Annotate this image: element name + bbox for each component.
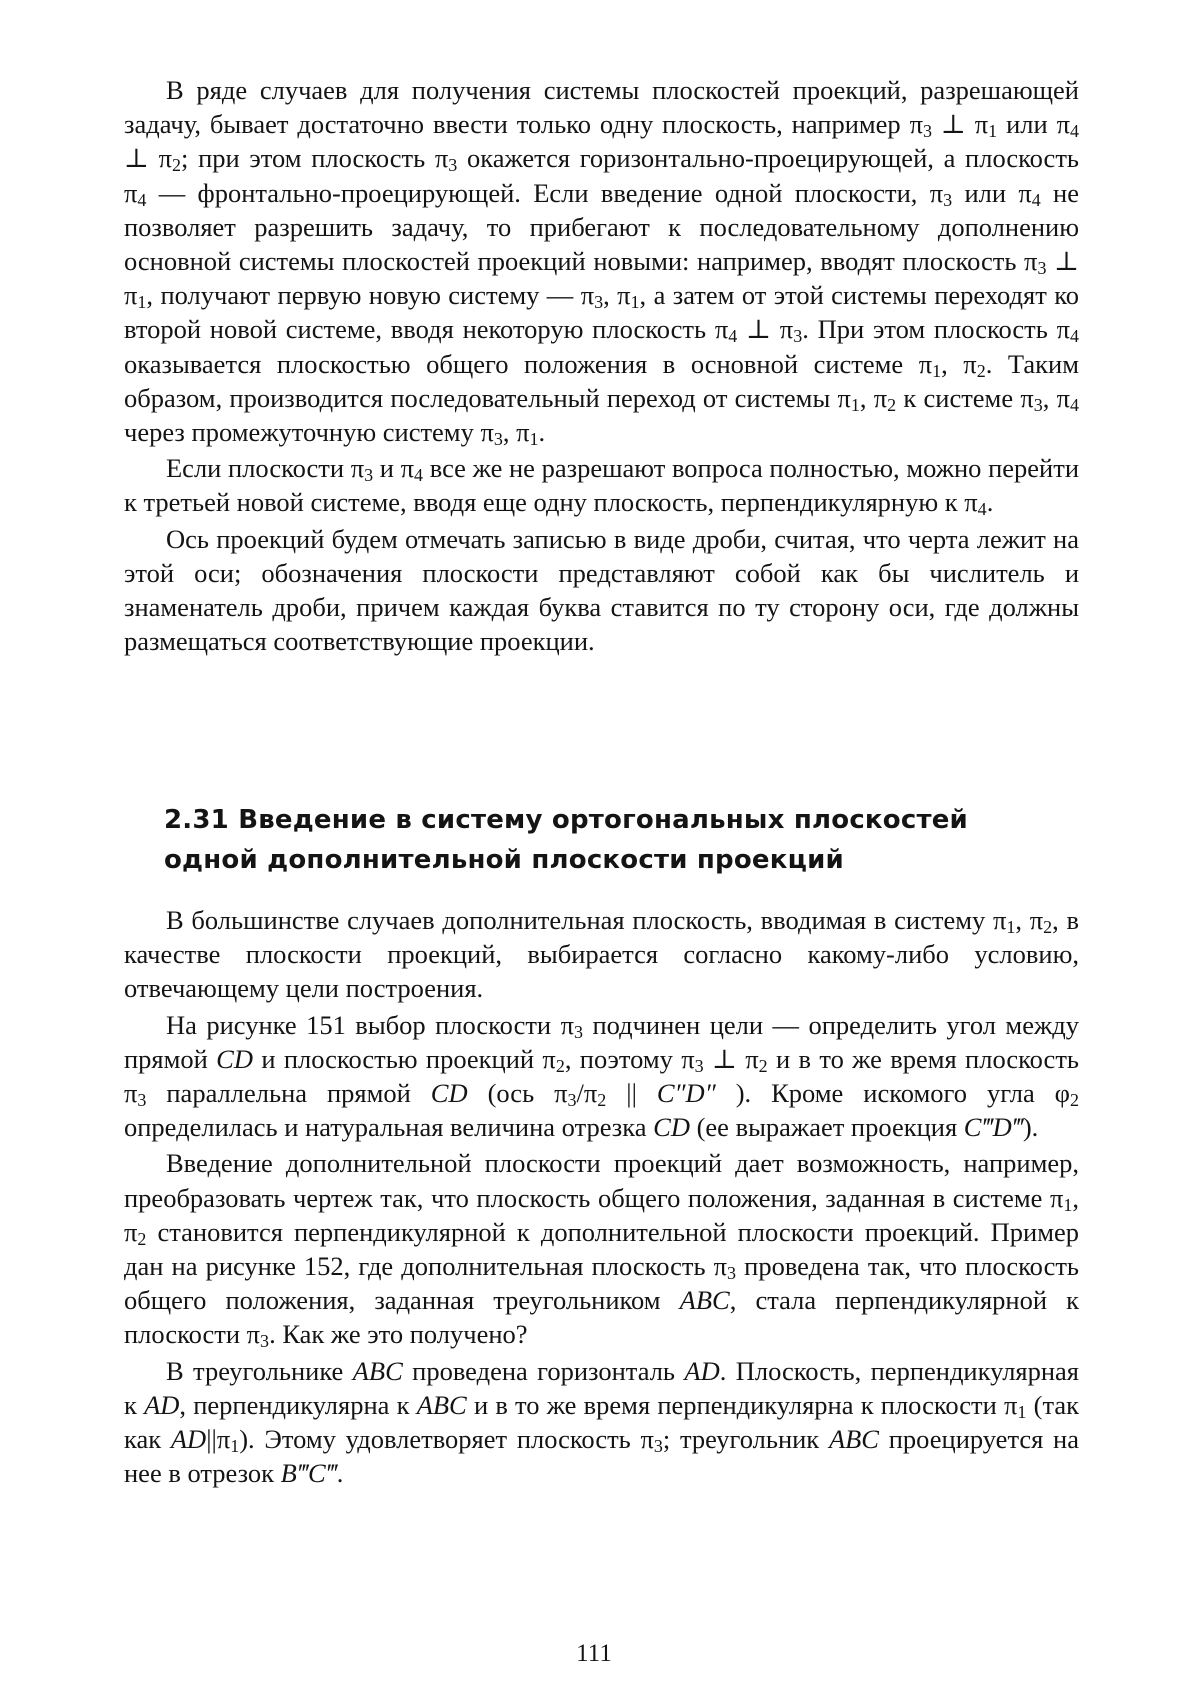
paragraph: На рисунке 151 выбор плоскости $\pi_3$ подчинен цели — определить угол между прямой CD и плоскостью проекций $\pi_2$, поэтому $\pi_3$ ⊥ $\pi_2$ и в то же время плоскость $\pi_3$ параллельна прямой CD (ось $\pi_3/\pi_2$ || C″D″ ). Кроме искомого угла $\varphi_2$ определилась и натуральная величина отрезка CD (ее выражает проекция C‴D‴). bbox=[124, 1009, 1079, 1143]
paragraph: В ряде случаев для получения системы плоскостей проекций, разрешающей задачу, бывает достаточно ввести только одну плоскость, например $\pi_3$ ⊥ $\pi_1$ или $\pi_4$ ⊥ $\pi_2$; при этом плоскость $\pi_3$ окажется горизонтально-проецирующей, а плоскость $\pi_4$ — фронтально-проецирующей. Если введение одной плоскости, $\pi_3$ или $\pi_4$ не позволяет разрешить задачу, то прибегают к последовательному дополнению основной системы плоскостей проекций новыми: например, вводят плоскость $\pi_3$ ⊥ $\pi_1$, получают первую новую систему — $\pi_3$, $\pi_1$, а затем от этой системы переходят ко второй новой системе, вводя некоторую плоскость $\pi_4$ ⊥ $\pi_3$. При этом плоскость $\pi_4$ оказывается плоскостью общего положения в основной системе $\pi_1$, $\pi_2$. Таким образом, производится последовательный переход от системы $\pi_1$, $\pi_2$ к системе $\pi_3$, $\pi_4$ через промежуточную систему $\pi_3$, $\pi_1$. bbox=[124, 75, 1080, 449]
section-2-text bbox=[124, 903, 1079, 1492]
page-number: 111 bbox=[576, 1640, 612, 1667]
section-heading-line-2: одной дополнительной плоскости проекций bbox=[164, 845, 844, 875]
section-heading-line-1: 2.31 Введение в систему ортогональных плоскостей bbox=[164, 805, 968, 835]
paragraph: В большинстве случаев дополнительная плоскость, вводимая в систему $\pi_1$, $\pi_2$, в качестве плоскости проекций, выбирается согласно какому-либо условию, отвечающему цели построения. bbox=[124, 905, 1079, 1004]
paragraph: Если плоскости $\pi_3$ и $\pi_4$ все же не разрешают вопроса полностью, можно перейти к третьей новой системе, вводя еще одну плоскость, перпендикулярную к $\pi_4$. bbox=[124, 453, 1080, 520]
paragraph: Ось проекций будем отмечать записью в виде дроби, считая, что черта лежит на этой оси; обозначения плоскости представляют собой как бы числитель и знаменатель дроби, причем каждая буква ставится по ту сторону оси, где должны размещаться соответствующие проекции. bbox=[124, 523, 1079, 657]
section-1-text bbox=[124, 73, 1079, 660]
paragraph: В треугольнике ABC проведена горизонталь AD. Плоскость, перпендикулярная к AD, перпендикулярна к ABC и в то же время перпендикулярна к плоскости $\pi_1$ (так как $AD||\pi_1$). Этому удовлетворяет плоскость $\pi_3$; треугольник ABC проецируется на нее в отрезок B‴C‴. bbox=[124, 1355, 1079, 1489]
section-heading bbox=[164, 800, 1064, 880]
paragraph: Введение дополнительной плоскости проекций дает возможность, например, преобразовать чертеж так, что плоскость общего положения, заданная в системе $\pi_1$, $\pi_2$ становится перпендикулярной к дополнительной плоскости проекций. Пример дан на рисунке 152, где дополнительная плоскость $\pi_3$ проведена так, что плоскость общего положения, заданная треугольником ABC, стала перпендикулярной к плоскости $\pi_3$. Как же это получено? bbox=[124, 1148, 1079, 1352]
